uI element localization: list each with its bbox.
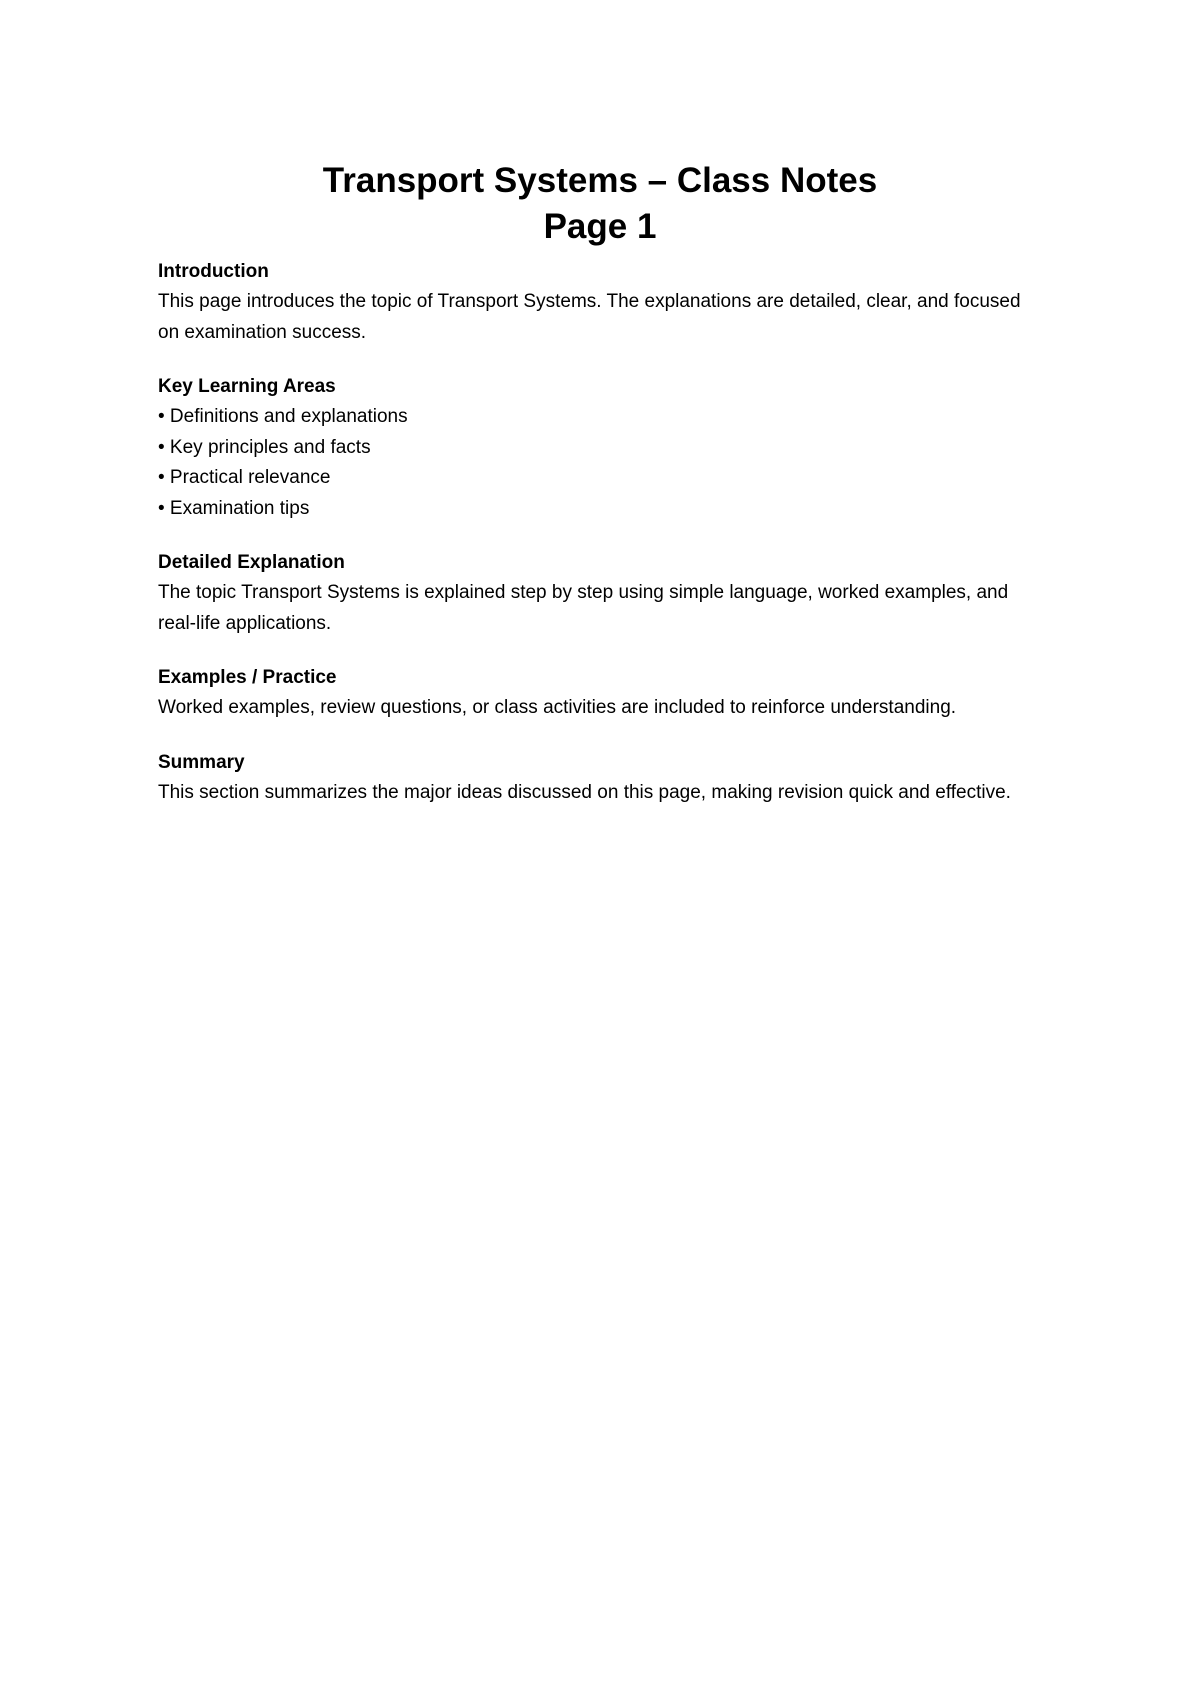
document-body [158,256,1038,831]
section-detailed-explanation [158,547,1038,639]
section-heading: Examples / Practice [158,667,337,688]
list-item: • Practical relevance [158,467,331,488]
section-text: This page introduces the topic of Transport Systems. The explanations are detailed, clear, and focused on examination success. [158,291,1021,343]
section-heading: Introduction [158,261,269,282]
section-text: Worked examples, review questions, or class activities are included to reinforce understanding. [158,697,957,718]
section-key-learning-areas [158,371,1038,524]
section-heading: Detailed Explanation [158,552,345,573]
title-line-2: Page 1 [543,207,657,246]
page-title [0,158,1200,250]
section-heading: Key Learning Areas [158,376,336,397]
section-introduction [158,256,1038,348]
list-item: • Examination tips [158,497,310,519]
title-line-1: Transport Systems – Class Notes [322,161,878,200]
section-text: This section summarizes the major ideas discussed on this page, making revision quick and effective. [158,781,1011,803]
section-examples-practice [158,662,1038,724]
list-item: • Definitions and explanations [158,406,408,427]
list-item: • Key principles and facts [158,436,371,458]
bullet-list [158,402,1038,524]
section-text: The topic Transport Systems is explained step by step using simple language, worked examples, and real-life applications. [158,582,1009,634]
section-heading: Summary [158,751,245,773]
section-summary [158,747,1038,809]
